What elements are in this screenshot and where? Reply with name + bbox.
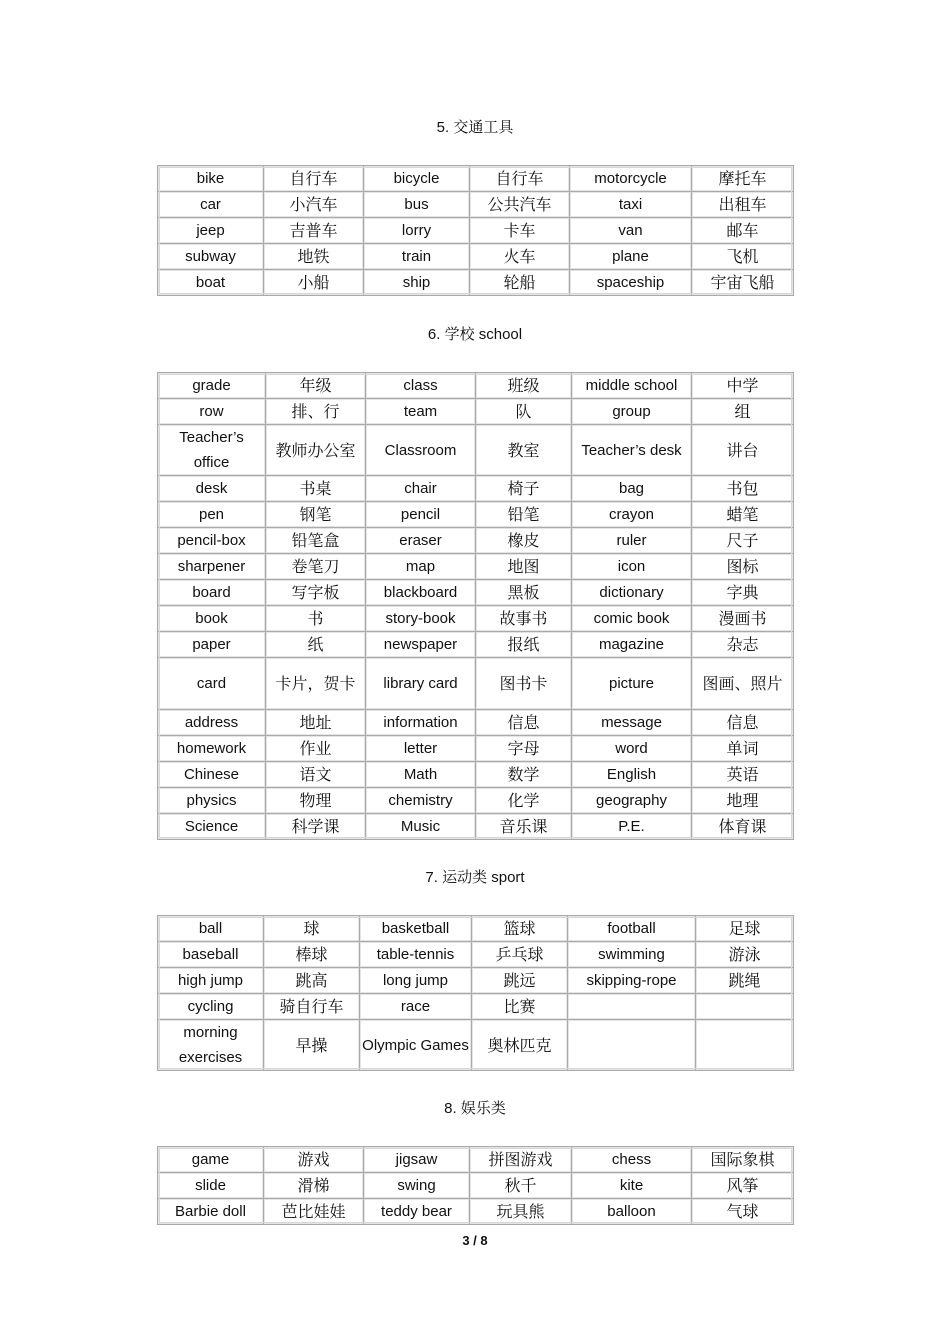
english-word-cell: train — [364, 244, 470, 270]
table-row — [158, 399, 794, 425]
english-word-cell: basketball — [360, 916, 472, 942]
table-row — [158, 994, 794, 1020]
chinese-meaning-cell: 铅笔 — [476, 502, 572, 528]
chinese-meaning-cell: 自行车 — [264, 166, 364, 192]
chinese-meaning-cell: 地图 — [476, 554, 572, 580]
chinese-meaning-cell: 科学课 — [266, 814, 366, 840]
table-row — [158, 788, 794, 814]
chinese-meaning-cell: 音乐课 — [476, 814, 572, 840]
chinese-meaning-cell: 杂志 — [692, 632, 794, 658]
chinese-meaning-cell — [696, 1020, 794, 1071]
chinese-meaning-cell: 自行车 — [470, 166, 570, 192]
chinese-meaning-cell: 信息 — [692, 710, 794, 736]
english-word-cell: bag — [572, 476, 692, 502]
english-word-cell: word — [572, 736, 692, 762]
english-word-cell: van — [570, 218, 692, 244]
english-word-cell: row — [158, 399, 266, 425]
chinese-meaning-cell: 铅笔盒 — [266, 528, 366, 554]
english-word-cell: bicycle — [364, 166, 470, 192]
english-word-cell: chess — [572, 1147, 692, 1173]
vocab-table-sport — [157, 915, 794, 1071]
chinese-meaning-cell: 组 — [692, 399, 794, 425]
table-row — [158, 916, 794, 942]
english-word-cell: story-book — [366, 606, 476, 632]
english-word-cell: chemistry — [366, 788, 476, 814]
english-word-cell: football — [568, 916, 696, 942]
table-row — [158, 762, 794, 788]
english-word-cell: dictionary — [572, 580, 692, 606]
english-word-cell: Classroom — [366, 425, 476, 476]
english-word-cell: long jump — [360, 968, 472, 994]
vocab-table-school — [157, 372, 794, 840]
chinese-meaning-cell: 跳绳 — [696, 968, 794, 994]
chinese-meaning-cell: 卡片，贺卡 — [266, 658, 366, 710]
chinese-meaning-cell: 地理 — [692, 788, 794, 814]
chinese-meaning-cell: 棒球 — [264, 942, 360, 968]
chinese-meaning-cell: 芭比娃娃 — [264, 1199, 364, 1225]
chinese-meaning-cell: 钢笔 — [266, 502, 366, 528]
english-word-cell: board — [158, 580, 266, 606]
english-word-cell: letter — [366, 736, 476, 762]
chinese-meaning-cell: 黑板 — [476, 580, 572, 606]
chinese-meaning-cell: 体育课 — [692, 814, 794, 840]
chinese-meaning-cell: 乒乓球 — [472, 942, 568, 968]
chinese-meaning-cell: 年级 — [266, 373, 366, 399]
chinese-meaning-cell: 物理 — [266, 788, 366, 814]
chinese-meaning-cell: 早操 — [264, 1020, 360, 1071]
english-word-cell: Teacher’s desk — [572, 425, 692, 476]
english-word-cell: information — [366, 710, 476, 736]
table-row — [158, 425, 794, 476]
english-word-cell: map — [366, 554, 476, 580]
english-word-cell: magazine — [572, 632, 692, 658]
chinese-meaning-cell: 跳高 — [264, 968, 360, 994]
chinese-meaning-cell: 纸 — [266, 632, 366, 658]
english-word-cell: table-tennis — [360, 942, 472, 968]
chinese-meaning-cell: 足球 — [696, 916, 794, 942]
chinese-meaning-cell: 图书卡 — [476, 658, 572, 710]
page-number: 3 / 8 — [462, 1233, 488, 1248]
chinese-meaning-cell: 奥林匹克 — [472, 1020, 568, 1071]
english-word-cell: balloon — [572, 1199, 692, 1225]
english-word-cell: chair — [366, 476, 476, 502]
section-title-transport: 5. 交通工具 — [436, 119, 514, 136]
chinese-meaning-cell: 单词 — [692, 736, 794, 762]
chinese-meaning-cell: 邮车 — [692, 218, 794, 244]
english-word-cell: physics — [158, 788, 266, 814]
english-word-cell: middle school — [572, 373, 692, 399]
chinese-meaning-cell: 跳远 — [472, 968, 568, 994]
english-word-cell: English — [572, 762, 692, 788]
table-row — [158, 580, 794, 606]
chinese-meaning-cell: 国际象棋 — [692, 1147, 794, 1173]
table-row — [158, 373, 794, 399]
english-word-cell: bike — [158, 166, 264, 192]
table-row — [158, 710, 794, 736]
english-word-cell: kite — [572, 1173, 692, 1199]
english-word-cell: Teacher’s office — [158, 425, 266, 476]
table-row — [158, 476, 794, 502]
english-word-cell: pen — [158, 502, 266, 528]
english-word-cell: Math — [366, 762, 476, 788]
english-word-cell: Barbie doll — [158, 1199, 264, 1225]
chinese-meaning-cell: 宇宙飞船 — [692, 270, 794, 296]
table-row — [158, 244, 794, 270]
chinese-meaning-cell: 尺子 — [692, 528, 794, 554]
section-title-sport: 7. 运动类 sport — [425, 869, 525, 886]
chinese-meaning-cell: 书桌 — [266, 476, 366, 502]
english-word-cell: group — [572, 399, 692, 425]
chinese-meaning-cell: 卡车 — [470, 218, 570, 244]
english-word-cell: cycling — [158, 994, 264, 1020]
chinese-meaning-cell: 比赛 — [472, 994, 568, 1020]
english-word-cell: desk — [158, 476, 266, 502]
english-word-cell: lorry — [364, 218, 470, 244]
chinese-meaning-cell: 信息 — [476, 710, 572, 736]
english-word-cell: pencil — [366, 502, 476, 528]
english-word-cell: motorcycle — [570, 166, 692, 192]
chinese-meaning-cell: 飞机 — [692, 244, 794, 270]
english-word-cell: teddy bear — [364, 1199, 470, 1225]
chinese-meaning-cell: 书包 — [692, 476, 794, 502]
chinese-meaning-cell: 数学 — [476, 762, 572, 788]
chinese-meaning-cell: 化学 — [476, 788, 572, 814]
table-row — [158, 658, 794, 710]
chinese-meaning-cell: 骑自行车 — [264, 994, 360, 1020]
chinese-meaning-cell: 语文 — [266, 762, 366, 788]
chinese-meaning-cell: 吉普车 — [264, 218, 364, 244]
chinese-meaning-cell: 写字板 — [266, 580, 366, 606]
chinese-meaning-cell: 椅子 — [476, 476, 572, 502]
chinese-meaning-cell: 教室 — [476, 425, 572, 476]
table-row — [158, 968, 794, 994]
english-word-cell: P.E. — [572, 814, 692, 840]
table-row — [158, 1199, 794, 1225]
table-row — [158, 942, 794, 968]
english-word-cell: library card — [366, 658, 476, 710]
chinese-meaning-cell: 字典 — [692, 580, 794, 606]
chinese-meaning-cell: 秋千 — [470, 1173, 572, 1199]
chinese-meaning-cell: 出租车 — [692, 192, 794, 218]
vocab-table-transport — [157, 165, 794, 296]
chinese-meaning-cell: 图画、照片 — [692, 658, 794, 710]
chinese-meaning-cell: 公共汽车 — [470, 192, 570, 218]
table-row — [158, 1173, 794, 1199]
table-row — [158, 192, 794, 218]
section-title-school: 6. 学校 school — [427, 326, 523, 343]
english-word-cell: team — [366, 399, 476, 425]
english-word-cell: car — [158, 192, 264, 218]
english-word-cell: jigsaw — [364, 1147, 470, 1173]
english-word-cell: high jump — [158, 968, 264, 994]
chinese-meaning-cell: 卷笔刀 — [266, 554, 366, 580]
chinese-meaning-cell: 小汽车 — [264, 192, 364, 218]
chinese-meaning-cell: 小船 — [264, 270, 364, 296]
chinese-meaning-cell: 滑梯 — [264, 1173, 364, 1199]
english-word-cell: swimming — [568, 942, 696, 968]
chinese-meaning-cell: 球 — [264, 916, 360, 942]
english-word-cell — [568, 1020, 696, 1071]
english-word-cell: Olympic Games — [360, 1020, 472, 1071]
table-row — [158, 270, 794, 296]
english-word-cell: game — [158, 1147, 264, 1173]
english-word-cell: class — [366, 373, 476, 399]
vocab-table-entertainment — [157, 1146, 794, 1225]
english-word-cell: icon — [572, 554, 692, 580]
english-word-cell: ball — [158, 916, 264, 942]
english-word-cell: card — [158, 658, 266, 710]
english-word-cell: morning exercises — [158, 1020, 264, 1071]
english-word-cell: Music — [366, 814, 476, 840]
chinese-meaning-cell: 橡皮 — [476, 528, 572, 554]
english-word-cell: picture — [572, 658, 692, 710]
chinese-meaning-cell: 英语 — [692, 762, 794, 788]
chinese-meaning-cell: 游戏 — [264, 1147, 364, 1173]
chinese-meaning-cell: 字母 — [476, 736, 572, 762]
english-word-cell: bus — [364, 192, 470, 218]
english-word-cell: eraser — [366, 528, 476, 554]
english-word-cell: comic book — [572, 606, 692, 632]
english-word-cell: address — [158, 710, 266, 736]
english-word-cell: race — [360, 994, 472, 1020]
chinese-meaning-cell: 队 — [476, 399, 572, 425]
chinese-meaning-cell: 教师办公室 — [266, 425, 366, 476]
english-word-cell: baseball — [158, 942, 264, 968]
english-word-cell: grade — [158, 373, 266, 399]
table-row — [158, 736, 794, 762]
chinese-meaning-cell: 中学 — [692, 373, 794, 399]
english-word-cell: newspaper — [366, 632, 476, 658]
table-row — [158, 632, 794, 658]
chinese-meaning-cell: 讲台 — [692, 425, 794, 476]
table-row — [158, 502, 794, 528]
table-row — [158, 166, 794, 192]
english-word-cell: ruler — [572, 528, 692, 554]
english-word-cell: pencil-box — [158, 528, 266, 554]
english-word-cell: boat — [158, 270, 264, 296]
english-word-cell: plane — [570, 244, 692, 270]
english-word-cell: jeep — [158, 218, 264, 244]
english-word-cell: taxi — [570, 192, 692, 218]
chinese-meaning-cell: 作业 — [266, 736, 366, 762]
english-word-cell: blackboard — [366, 580, 476, 606]
chinese-meaning-cell: 班级 — [476, 373, 572, 399]
chinese-meaning-cell — [696, 994, 794, 1020]
chinese-meaning-cell: 玩具熊 — [470, 1199, 572, 1225]
english-word-cell: crayon — [572, 502, 692, 528]
english-word-cell: message — [572, 710, 692, 736]
table-row — [158, 554, 794, 580]
english-word-cell: paper — [158, 632, 266, 658]
chinese-meaning-cell: 摩托车 — [692, 166, 794, 192]
english-word-cell: swing — [364, 1173, 470, 1199]
table-row — [158, 606, 794, 632]
english-word-cell: homework — [158, 736, 266, 762]
table-row — [158, 814, 794, 840]
chinese-meaning-cell: 蜡笔 — [692, 502, 794, 528]
chinese-meaning-cell: 书 — [266, 606, 366, 632]
english-word-cell: geography — [572, 788, 692, 814]
english-word-cell: sharpener — [158, 554, 266, 580]
section-title-entertainment: 8. 娱乐类 — [444, 1100, 506, 1117]
chinese-meaning-cell: 图标 — [692, 554, 794, 580]
english-word-cell: slide — [158, 1173, 264, 1199]
chinese-meaning-cell: 报纸 — [476, 632, 572, 658]
chinese-meaning-cell: 漫画书 — [692, 606, 794, 632]
chinese-meaning-cell: 气球 — [692, 1199, 794, 1225]
english-word-cell: ship — [364, 270, 470, 296]
table-row — [158, 528, 794, 554]
english-word-cell — [568, 994, 696, 1020]
english-word-cell: skipping-rope — [568, 968, 696, 994]
english-word-cell: Science — [158, 814, 266, 840]
chinese-meaning-cell: 火车 — [470, 244, 570, 270]
chinese-meaning-cell: 游泳 — [696, 942, 794, 968]
english-word-cell: subway — [158, 244, 264, 270]
english-word-cell: spaceship — [570, 270, 692, 296]
chinese-meaning-cell: 地址 — [266, 710, 366, 736]
chinese-meaning-cell: 地铁 — [264, 244, 364, 270]
chinese-meaning-cell: 故事书 — [476, 606, 572, 632]
english-word-cell: Chinese — [158, 762, 266, 788]
chinese-meaning-cell: 篮球 — [472, 916, 568, 942]
chinese-meaning-cell: 排、行 — [266, 399, 366, 425]
chinese-meaning-cell: 拼图游戏 — [470, 1147, 572, 1173]
table-row — [158, 1020, 794, 1071]
chinese-meaning-cell: 风筝 — [692, 1173, 794, 1199]
table-row — [158, 1147, 794, 1173]
chinese-meaning-cell: 轮船 — [470, 270, 570, 296]
english-word-cell: book — [158, 606, 266, 632]
table-row — [158, 218, 794, 244]
